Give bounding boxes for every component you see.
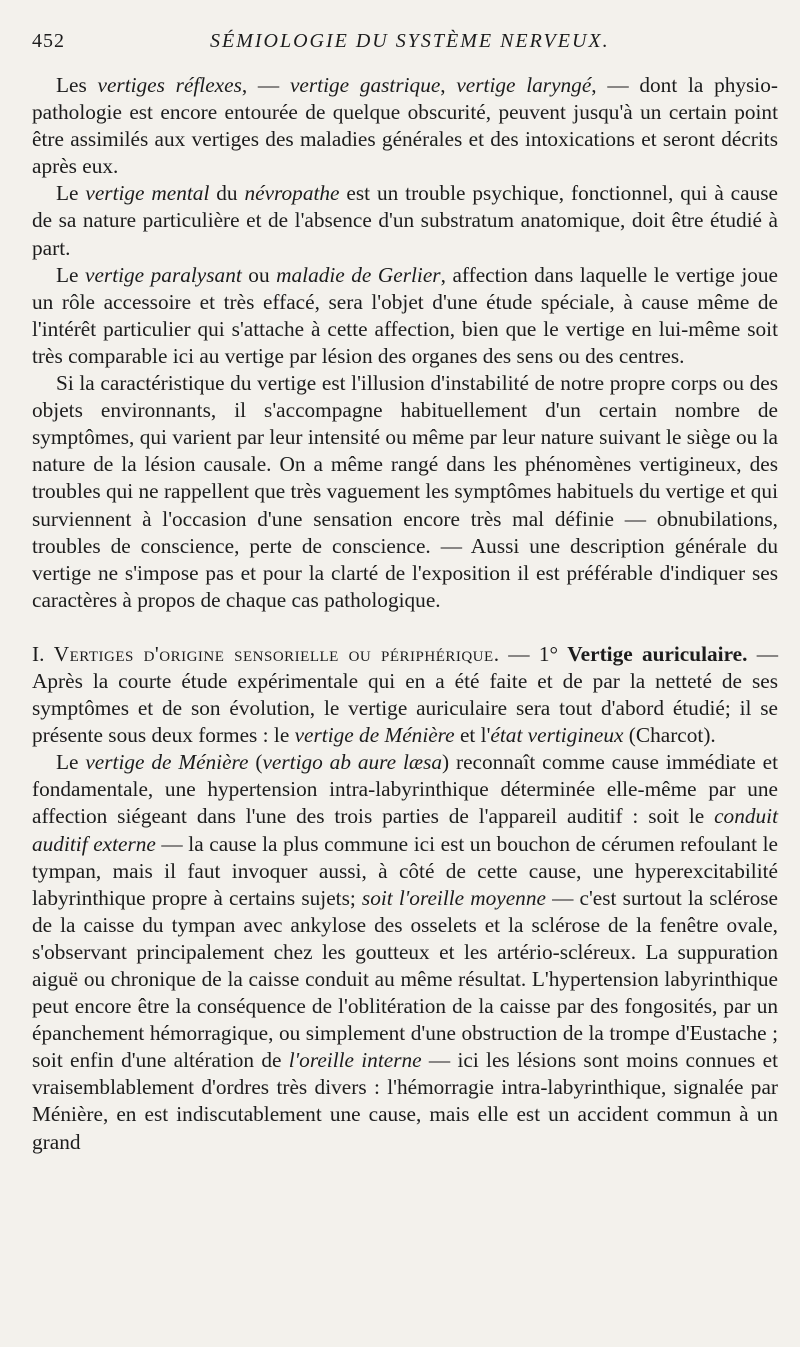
italic-term: vertigo ab aure læsa	[262, 750, 443, 775]
paragraph-p4	[32, 370, 778, 614]
text-run: ,	[440, 73, 457, 97]
italic-term: soit l'oreille moyenne	[361, 885, 546, 910]
italic-term: vertige laryngé	[456, 73, 592, 97]
text-run: Le	[56, 750, 86, 775]
section-heading: Vertiges d'origine sensorielle ou périphérique	[53, 641, 494, 666]
body-text	[32, 72, 778, 1156]
text-run: ) reconnaît comme cause immédiate et fondamentale, une hypertension intra-labyrinthique déterminée elle-même par une affection siégeant dans l'une des trois parties de l'appareil auditif : soit le	[32, 750, 778, 829]
running-head	[32, 30, 778, 56]
italic-term: vertige de Ménière	[85, 750, 249, 775]
italic-term: conduit auditif externe	[32, 804, 778, 856]
text-run: Les	[56, 73, 98, 97]
paragraph-p6	[32, 749, 778, 1155]
italic-term: vertige paralysant	[85, 262, 242, 287]
text-run: , — dont la physio-pathologie est encore entourée de quelque obscurité, peuvent jusqu'à un certain point être assimilés aux vertiges des maladies générales et des intoxications et seront décrits après eux.	[32, 73, 778, 179]
text-run: et l'	[454, 723, 491, 748]
italic-term: vertiges réflexes	[97, 73, 242, 97]
text-run: (Charcot).	[623, 723, 716, 748]
text-run: Le	[56, 262, 85, 287]
italic-term: l'oreille interne	[288, 1048, 422, 1073]
text-run: — c'est surtout la sclérose de la caisse du tympan avec ankylose des osselets et la sclérose de la fenêtre ovale, s'observant principalement chez les goutteux et les artério-scléreux. La suppuration aiguë ou chronique de la caisse conduit au même résultat. L'hypertension labyrinthique peut encore être la conséquence de l'oblitération de la caisse par des fongosités, par un épanchement hémorragique, ou simplement d'une obstruction de la trompe d'Eustache ; soit enfin d'une altération de	[32, 885, 778, 1073]
paragraph-p2	[32, 180, 778, 261]
text-run: (	[248, 750, 263, 775]
text-run: — la cause la plus commune ici est un bouchon de cérumen refoulant le tympan, mais il faut invoquer aussi, à côté de cette cause, une hyperexcitabilité labyrinthique propre à certains sujets;	[32, 831, 778, 910]
text-run: Si la caractéristique du vertige est l'illusion d'instabilité de notre propre corps ou des objets environnants, il s'accompagne habituellement d'un certain nombre de symptômes, qui varient par leur intensité ou même par leur nature suivant le siège ou la nature de la lésion causale. On a même rangé dans les phénomènes vertigineux, des troubles qui ne rappellent que très vaguement les symptômes habituels du vertige et qui surviennent à l'occasion d'une sensation encore très mal définie — obnubilations, troubles de conscience, perte de conscience. — Aussi une description générale du vertige ne s'impose pas et pour la clarté de l'exposition il est préférable d'indiquer ses caractères à propos de chaque cas pathologique.	[32, 371, 778, 612]
text-run: — Après la courte étude expérimentale qui en a été faite et de par la netteté de ses symptômes et de son évolution, le vertige auriculaire sera tout d'abord étudié; il se présente sous deux formes : le	[32, 641, 778, 748]
subsection-heading: Vertige auriculaire.	[567, 641, 748, 666]
italic-term: maladie de Gerlier	[276, 262, 441, 287]
text-run: Le	[56, 181, 86, 206]
paragraph-p5	[32, 641, 778, 749]
text-run: — ici les lésions sont moins connues et vraisemblablement d'ordres très divers : l'hémorragie intra-labyrinthique, signalée par Ménière, en est indiscutablement une cause, mais elle est un accident commun à un grand	[32, 1048, 778, 1154]
paragraph-p3	[32, 262, 778, 370]
text-run: est un trouble psychique, fonctionnel, qui à cause de sa nature particulière et de l'absence d'un substratum anatomique, doit être étudié à part.	[32, 181, 778, 260]
running-title: SÉMIOLOGIE DU SYSTÈME NERVEUX.	[210, 30, 610, 52]
text-run: , —	[241, 73, 290, 97]
text-run: du	[209, 181, 245, 206]
text-run: ou	[241, 262, 277, 287]
italic-term: vertige de Ménière	[294, 723, 455, 748]
text-run: , affection dans laquelle le vertige joue un rôle accessoire et très effacé, sera l'objet d'une étude spéciale, à cause même de l'intérêt particulier qui s'attache à cette affection, bien que le vertige en lui-même soit très comparable ici au vertige par lésion des organes des sens ou des centres.	[32, 262, 778, 368]
italic-term: état vertigineux	[490, 723, 624, 748]
italic-term: vertige mental	[85, 181, 210, 206]
text-run: I.	[32, 641, 54, 666]
italic-term: vertige gastrique	[289, 73, 441, 97]
text-run: . — 1°	[493, 641, 568, 666]
paragraph-p1	[32, 72, 778, 180]
italic-term: névropathe	[244, 181, 340, 206]
page-number: 452	[32, 30, 65, 52]
